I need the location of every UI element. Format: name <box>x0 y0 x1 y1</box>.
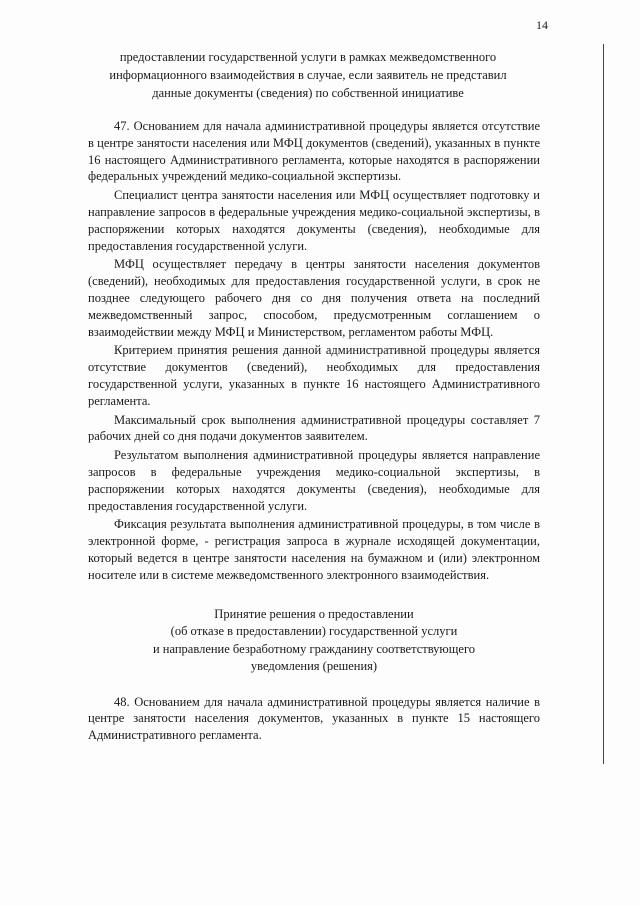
paragraph: Фиксация результата выполнения административной процедуры, в том числе в электронной форме, - регистрация запроса в журнале исходящей документации, который ведется в центре занятости населения на бумажном и (или) электронном носителе или в системе межведомственного электронного взаимодействия. <box>88 517 540 582</box>
section-title-line: (об отказе в предоставлении) государственной услуги <box>170 624 458 639</box>
section-title-line: и направление безработному гражданину соответствующего <box>152 641 476 656</box>
section-title <box>88 606 540 676</box>
paragraph-47: 47. Основанием для начала административной процедуры является отсутствие в центре занятости населения или МФЦ документов (сведений), указанных в пункте 16 настоящего Административного регламента, которые находятся в распоряжении федеральных учреждений медико-социальной экспертизы. <box>88 119 540 184</box>
scan-edge-line <box>603 44 604 764</box>
paragraph: Критерием принятия решения данной административной процедуры является отсутствие документов (сведений), необходимых для предоставления государственной услуги, указанных в пункте 16 настоящего Административного регламента. <box>88 343 540 408</box>
document-body <box>88 118 540 746</box>
paragraph: МФЦ осуществляет передачу в центры занятости населения документов (сведений), необходимых для предоставления государственной услуги, в срок не позднее следующего рабочего дня со дня получения ответа на последний межведомственный запрос, способом, предусмотренным соглашением о взаимодействии между МФЦ и Министерством, регламентом работы МФЦ. <box>88 257 540 339</box>
paragraph-48: 48. Основанием для начала административной процедуры является наличие в центре занятости населения документов, указанных в пункте 15 настоящего Административного регламента. <box>88 694 540 743</box>
paragraph: Специалист центра занятости населения или МФЦ осуществляет подготовку и направление запросов в федеральные учреждения медико-социальной экспертизы, в распоряжении которых находятся документы (сведения), необходимые для предоставления государственной услуги. <box>88 188 540 253</box>
continued-heading <box>88 48 528 102</box>
heading-line: предоставлении государственной услуги в рамках межведомственного <box>119 50 497 64</box>
page-number: 14 <box>536 18 548 32</box>
section-title-line: Принятие решения о предоставлении <box>214 606 414 621</box>
heading-line: информационного взаимодействия в случае, если заявитель не представил <box>109 68 507 82</box>
paragraph: Результатом выполнения административной процедуры является направление запросов в федеральные учреждения медико-социальной экспертизы, в распоряжении которых находятся документы (сведения), необходимые для предоставления государственной услуги. <box>88 448 540 513</box>
heading-line: данные документы (сведения) по собственной инициативе <box>152 86 464 100</box>
section-title-line: уведомления (решения) <box>250 659 378 674</box>
paragraph: Максимальный срок выполнения административной процедуры составляет 7 рабочих дней со дня подачи документов заявителем. <box>88 412 540 444</box>
